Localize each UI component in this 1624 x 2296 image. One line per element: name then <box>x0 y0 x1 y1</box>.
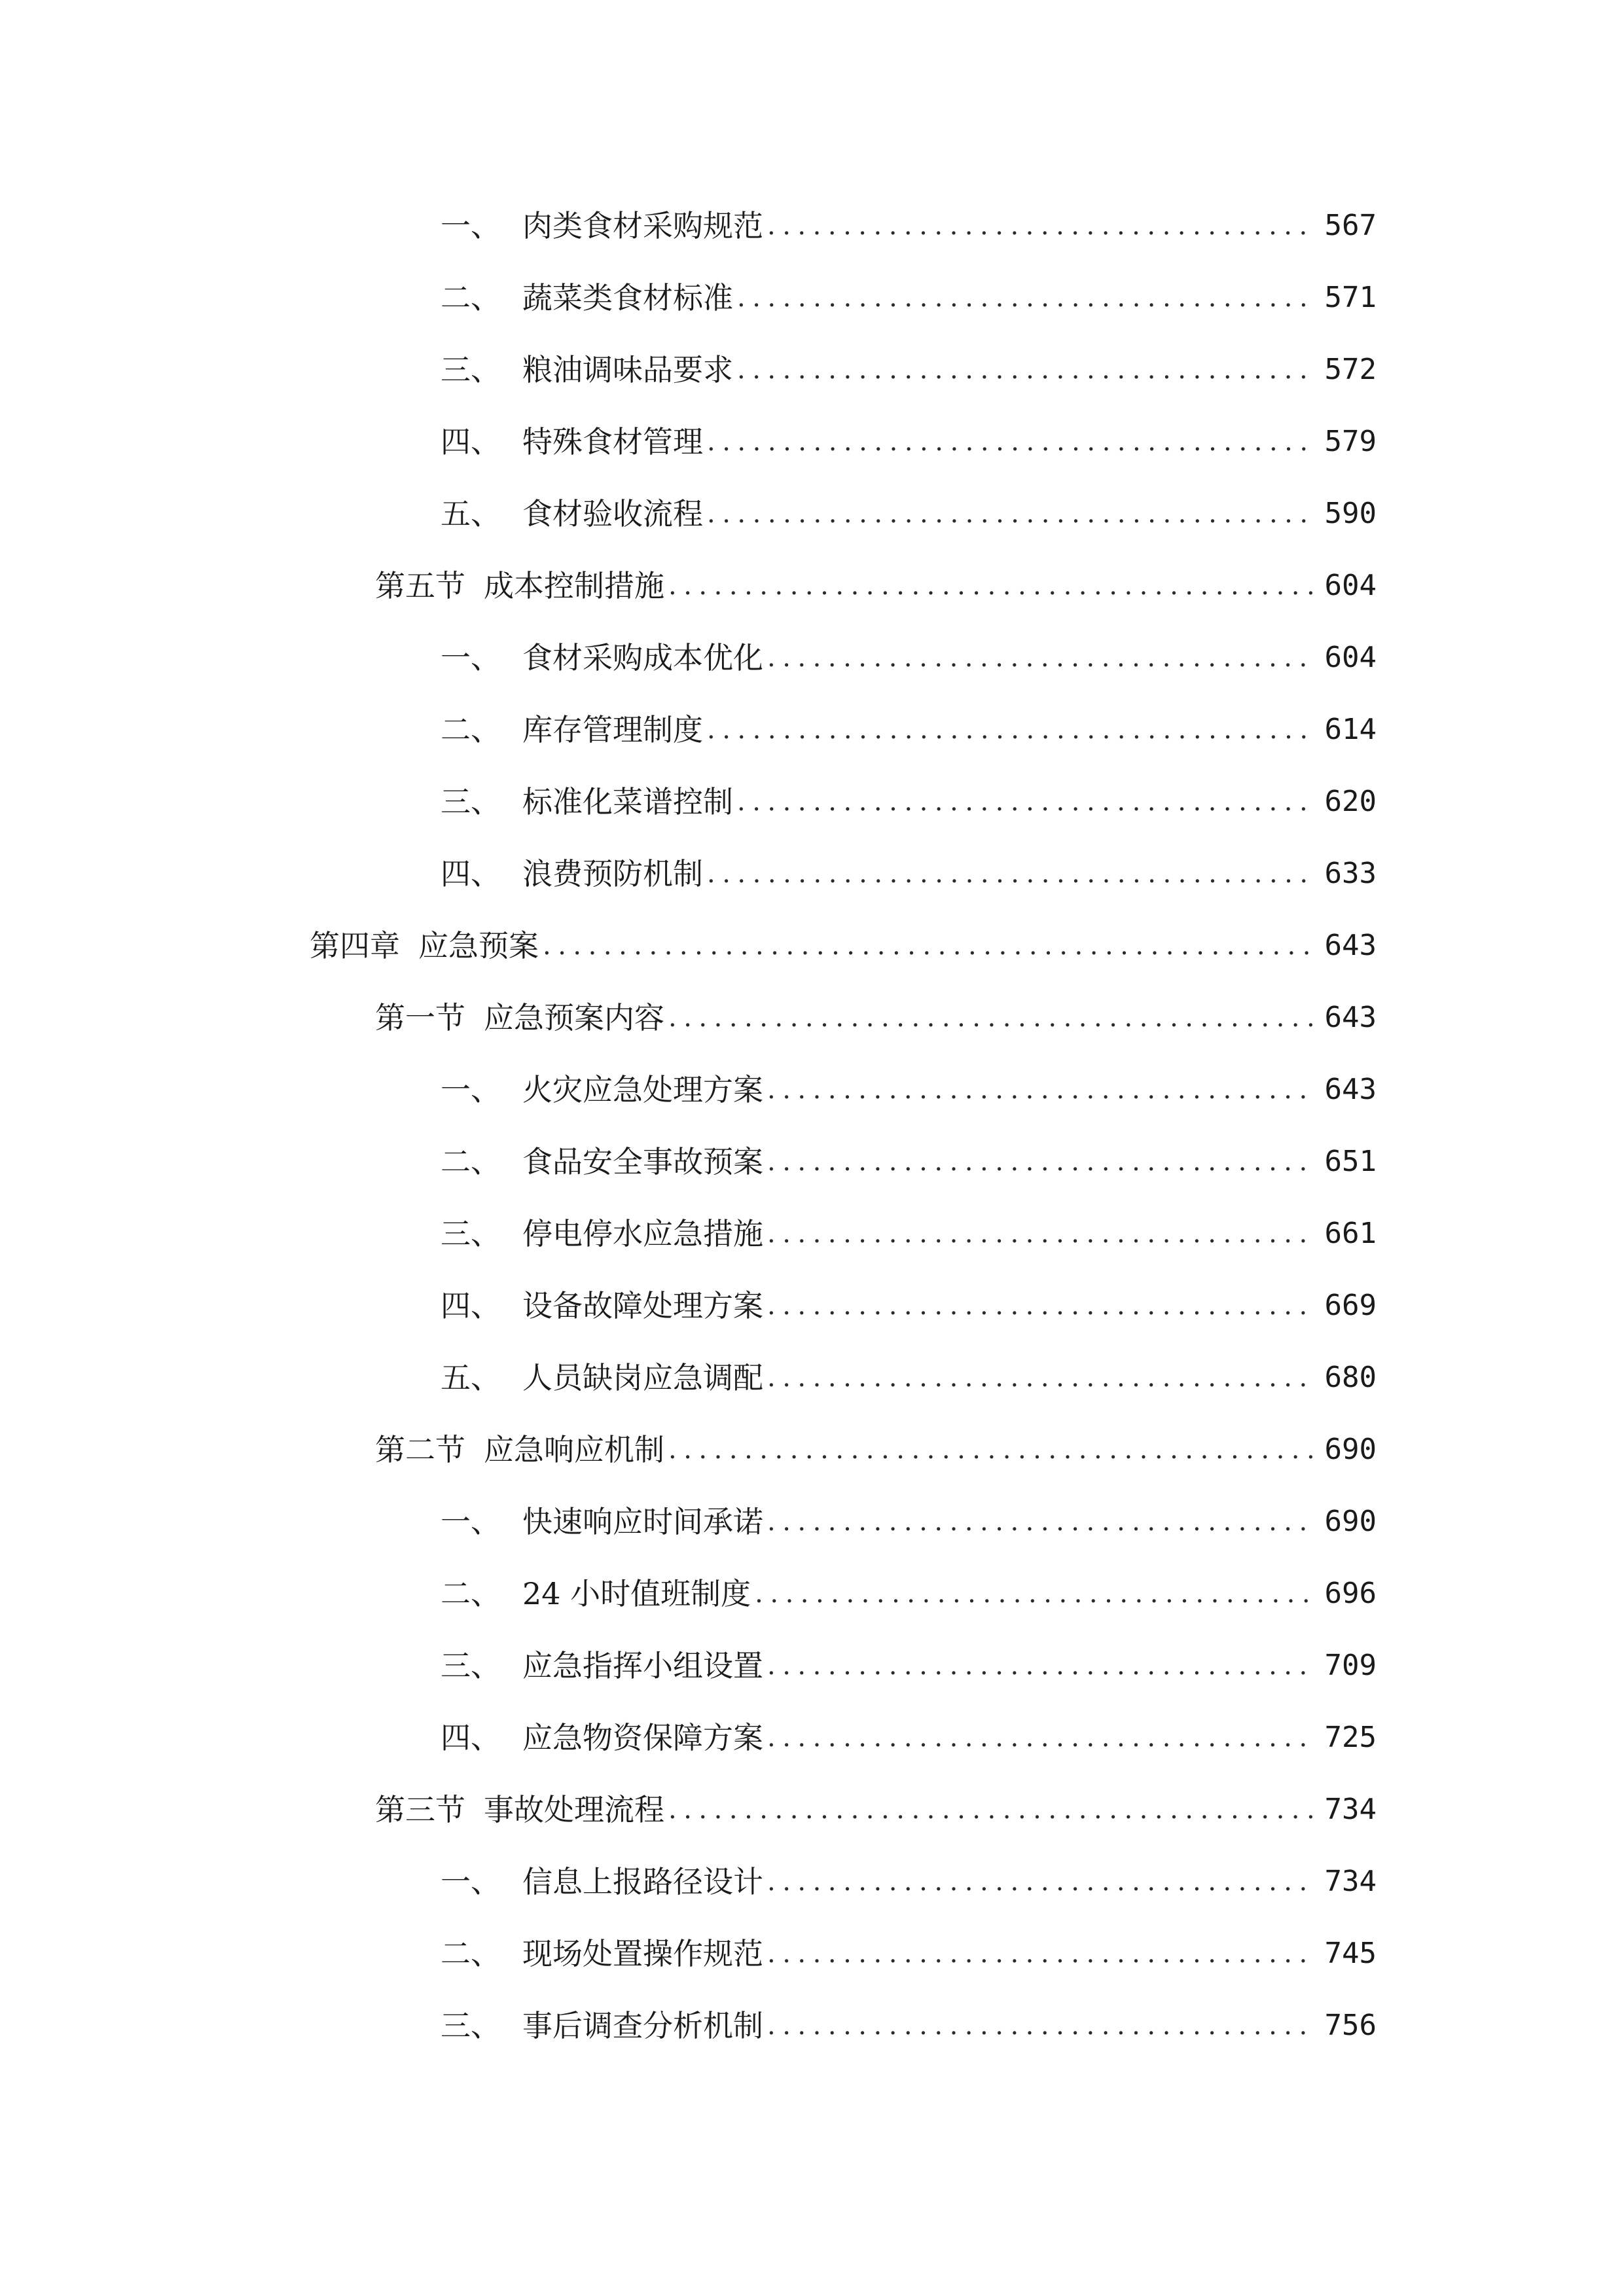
toc-entry-number: 第四章 <box>310 928 400 963</box>
toc-entry-title: 应急预案 <box>418 928 539 963</box>
toc-entry-title: 库存管理制度 <box>522 712 703 747</box>
toc-entry-number: 四、 <box>441 424 501 459</box>
toc-dot-leader <box>707 851 1312 897</box>
toc-entry-page-number: 661 <box>1324 1217 1377 1250</box>
toc-entry-number: 第二节 <box>375 1432 465 1467</box>
toc-entry-title: 停电停水应急措施 <box>522 1216 763 1251</box>
toc-entry-number: 四、 <box>441 1288 501 1323</box>
toc-entry-item[interactable] <box>441 1715 1377 1761</box>
toc-entry-item[interactable] <box>441 1643 1377 1689</box>
toc-entry-title: 食材验收流程 <box>522 496 703 531</box>
toc-entry-page-number: 709 <box>1324 1649 1377 1682</box>
toc-entry-title: 现场处置操作规范 <box>522 1936 763 1971</box>
toc-entry-number: 三、 <box>441 2008 501 2043</box>
toc-entry-title: 特殊食材管理 <box>522 424 703 459</box>
toc-entry-item[interactable] <box>441 1859 1377 1905</box>
toc-dot-leader <box>543 923 1312 969</box>
toc-entry-title: 食品安全事故预案 <box>522 1144 763 1179</box>
toc-entry-section[interactable] <box>375 995 1377 1041</box>
toc-dot-leader <box>668 1787 1312 1833</box>
toc-dot-leader <box>767 1859 1312 1905</box>
toc-entry-item[interactable] <box>441 275 1377 321</box>
toc-dot-leader <box>707 491 1312 537</box>
toc-dot-leader <box>767 1715 1312 1761</box>
toc-entry-number: 一、 <box>441 1072 501 1107</box>
toc-entry-number: 三、 <box>441 1648 501 1683</box>
toc-entry-page-number: 567 <box>1324 209 1377 242</box>
toc-entry-page-number: 643 <box>1324 1073 1377 1106</box>
toc-entry-number: 四、 <box>441 856 501 891</box>
toc-entry-title: 粮油调味品要求 <box>522 352 733 387</box>
toc-entry-title: 蔬菜类食材标准 <box>522 280 733 315</box>
toc-dot-leader <box>767 203 1312 249</box>
toc-entry-number: 二、 <box>441 1576 501 1611</box>
toc-entry-number: 第一节 <box>375 1000 465 1035</box>
toc-entry-page-number: 680 <box>1324 1361 1377 1394</box>
toc-entry-page-number: 690 <box>1324 1433 1377 1466</box>
toc-entry-item[interactable] <box>441 851 1377 897</box>
toc-entry-page-number: 756 <box>1324 2009 1377 2042</box>
toc-entry-number: 一、 <box>441 1504 501 1539</box>
toc-entry-page-number: 651 <box>1324 1145 1377 1178</box>
toc-entry-number: 一、 <box>441 640 501 675</box>
toc-entry-item[interactable] <box>441 635 1377 681</box>
toc-entry-page-number: 696 <box>1324 1577 1377 1610</box>
toc-dot-leader <box>767 1931 1312 1977</box>
toc-entry-number: 五、 <box>441 496 501 531</box>
toc-entry-number: 一、 <box>441 1864 501 1899</box>
toc-entry-section[interactable] <box>375 1787 1377 1833</box>
toc-entry-title: 人员缺岗应急调配 <box>522 1360 763 1395</box>
toc-entry-page-number: 643 <box>1324 929 1377 962</box>
toc-entry-page-number: 745 <box>1324 1937 1377 1970</box>
toc-dot-leader <box>707 419 1312 465</box>
toc-dot-leader <box>668 563 1312 609</box>
toc-entry-page-number: 571 <box>1324 281 1377 314</box>
toc-entry-number: 二、 <box>441 1144 501 1179</box>
toc-entry-title: 应急指挥小组设置 <box>522 1648 763 1683</box>
toc-entry-title: 事故处理流程 <box>484 1792 664 1827</box>
toc-entry-page-number: 690 <box>1324 1505 1377 1538</box>
toc-entry-number: 第三节 <box>375 1792 465 1827</box>
toc-dot-leader <box>767 1499 1312 1545</box>
toc-entry-title: 快速响应时间承诺 <box>522 1504 763 1539</box>
toc-entry-page-number: 614 <box>1324 713 1377 746</box>
toc-entry-item[interactable] <box>441 1931 1377 1977</box>
toc-entry-item[interactable] <box>441 1355 1377 1401</box>
toc-entry-page-number: 590 <box>1324 497 1377 530</box>
toc-entry-title: 火灾应急处理方案 <box>522 1072 763 1107</box>
toc-entry-item[interactable] <box>441 203 1377 249</box>
toc-entry-item[interactable] <box>441 779 1377 825</box>
toc-dot-leader <box>707 707 1312 753</box>
toc-entry-title: 食材采购成本优化 <box>522 640 763 675</box>
toc-entry-page-number: 604 <box>1324 569 1377 602</box>
toc-dot-leader <box>767 1139 1312 1185</box>
toc-entry-number: 二、 <box>441 280 501 315</box>
toc-dot-leader <box>737 347 1312 393</box>
toc-entry-title: 标准化菜谱控制 <box>522 784 733 819</box>
toc-entry-number: 三、 <box>441 1216 501 1251</box>
toc-entry-title: 应急预案内容 <box>484 1000 664 1035</box>
toc-entry-item[interactable] <box>441 1571 1377 1617</box>
toc-entry-page-number: 620 <box>1324 785 1377 818</box>
toc-entry-page-number: 643 <box>1324 1001 1377 1034</box>
toc-entry-number: 五、 <box>441 1360 501 1395</box>
toc-entry-page-number: 669 <box>1324 1289 1377 1322</box>
toc-entry-number: 二、 <box>441 712 501 747</box>
toc-entry-item[interactable] <box>441 1211 1377 1257</box>
toc-dot-leader <box>755 1571 1312 1617</box>
toc-entry-item[interactable] <box>441 419 1377 465</box>
toc-entry-number: 三、 <box>441 352 501 387</box>
toc-dot-leader <box>668 1427 1312 1473</box>
toc-entry-number: 二、 <box>441 1936 501 1971</box>
toc-entry-page-number: 633 <box>1324 857 1377 890</box>
toc-dot-leader <box>767 1067 1312 1113</box>
toc-dot-leader <box>767 1355 1312 1401</box>
toc-entry-item[interactable] <box>441 2003 1377 2049</box>
toc-entry-section[interactable] <box>375 1427 1377 1473</box>
toc-entry-page-number: 579 <box>1324 425 1377 458</box>
toc-entry-title: 事后调查分析机制 <box>522 2008 763 2043</box>
toc-entry-item[interactable] <box>441 491 1377 537</box>
toc-entry-number: 三、 <box>441 784 501 819</box>
toc-entry-item[interactable] <box>441 1283 1377 1329</box>
toc-entry-page-number: 604 <box>1324 641 1377 674</box>
toc-dot-leader <box>767 1211 1312 1257</box>
toc-entry-number: 第五节 <box>375 568 465 603</box>
toc-entry-item[interactable] <box>441 1499 1377 1545</box>
toc-entry-number: 四、 <box>441 1720 501 1755</box>
toc-entry-page-number: 572 <box>1324 353 1377 386</box>
toc-entry-title: 浪费预防机制 <box>522 856 703 891</box>
toc-entry-title: 信息上报路径设计 <box>522 1864 763 1899</box>
toc-entry-number: 一、 <box>441 208 501 243</box>
toc-entry-page-number: 734 <box>1324 1865 1377 1898</box>
toc-entry-title: 肉类食材采购规范 <box>522 208 763 243</box>
toc-dot-leader <box>767 1283 1312 1329</box>
toc-dot-leader <box>767 635 1312 681</box>
toc-dot-leader <box>668 995 1312 1041</box>
toc-dot-leader <box>767 2003 1312 2049</box>
toc-entry-page-number: 725 <box>1324 1721 1377 1754</box>
toc-entry-title: 应急响应机制 <box>484 1432 664 1467</box>
toc-entry-section[interactable] <box>375 563 1377 609</box>
toc-entry-item[interactable] <box>441 1139 1377 1185</box>
toc-dot-leader <box>737 779 1312 825</box>
toc-entry-item[interactable] <box>441 1067 1377 1113</box>
toc-entry-item[interactable] <box>441 707 1377 753</box>
toc-entry-chapter[interactable] <box>310 923 1377 969</box>
toc-entry-title: 设备故障处理方案 <box>522 1288 763 1323</box>
toc-dot-leader <box>737 275 1312 321</box>
toc-entry-page-number: 734 <box>1324 1793 1377 1826</box>
toc-entry-title: 应急物资保障方案 <box>522 1720 763 1755</box>
toc-entry-item[interactable] <box>441 347 1377 393</box>
toc-dot-leader <box>767 1643 1312 1689</box>
toc-entry-title: 24 小时值班制度 <box>522 1576 751 1611</box>
toc-entry-title: 成本控制措施 <box>484 568 664 603</box>
